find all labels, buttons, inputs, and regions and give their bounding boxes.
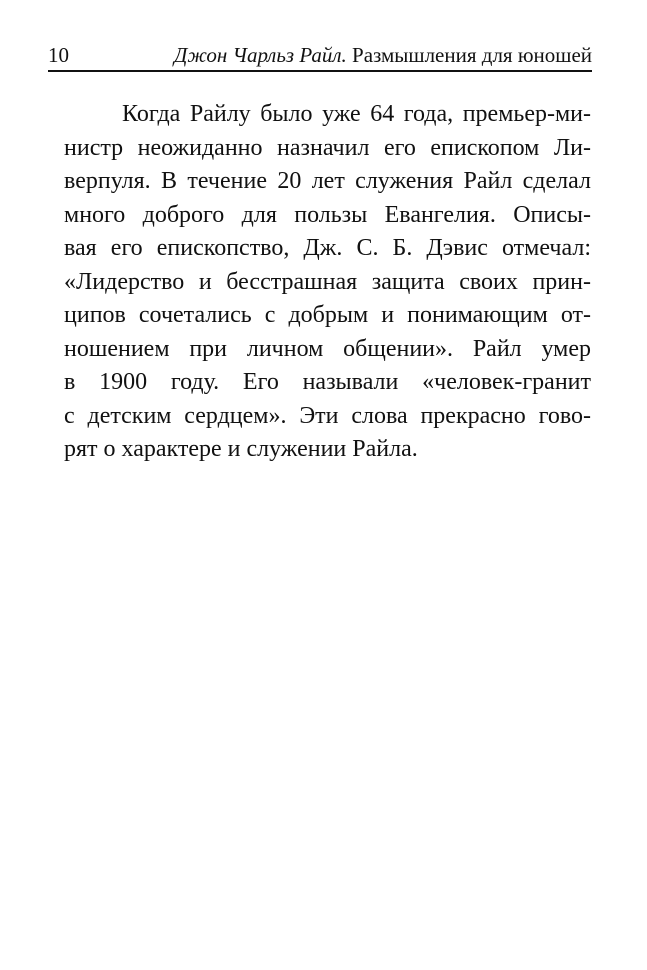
text-line: вая его епископство, Дж. С. Б. Дэвис отмечал: bbox=[64, 235, 591, 261]
paragraph bbox=[64, 98, 591, 467]
page-header bbox=[48, 38, 592, 72]
text-line: рят о характере и служении Райла. bbox=[64, 436, 418, 462]
text-line: ципов сочетались с добрым и понимающим от- bbox=[64, 302, 591, 328]
page-number: 10 bbox=[48, 43, 69, 67]
text-line: ношением при личном общении». Райл умер bbox=[64, 335, 591, 362]
text-line: в 1900 году. Его называли «человек-гранит bbox=[64, 369, 591, 395]
text-line: нистр неожиданно назначил его епископом Ли- bbox=[64, 134, 591, 161]
text-line: с детским сердцем». Эти слова прекрасно гово- bbox=[64, 402, 591, 429]
running-head-author: Джон Чарльз Райл. bbox=[173, 43, 347, 67]
running-head-title: Размышления для юношей bbox=[352, 43, 592, 67]
text-line: много доброго для пользы Евангелия. Описы- bbox=[64, 201, 591, 228]
running-head bbox=[174, 43, 592, 67]
text-line: верпуля. В течение 20 лет служения Райл сделал bbox=[64, 168, 591, 194]
text-line: «Лидерство и бесстрашная защита своих прин- bbox=[64, 268, 591, 295]
text-line: Когда Райлу было уже 64 года, премьер-ми- bbox=[122, 101, 591, 127]
